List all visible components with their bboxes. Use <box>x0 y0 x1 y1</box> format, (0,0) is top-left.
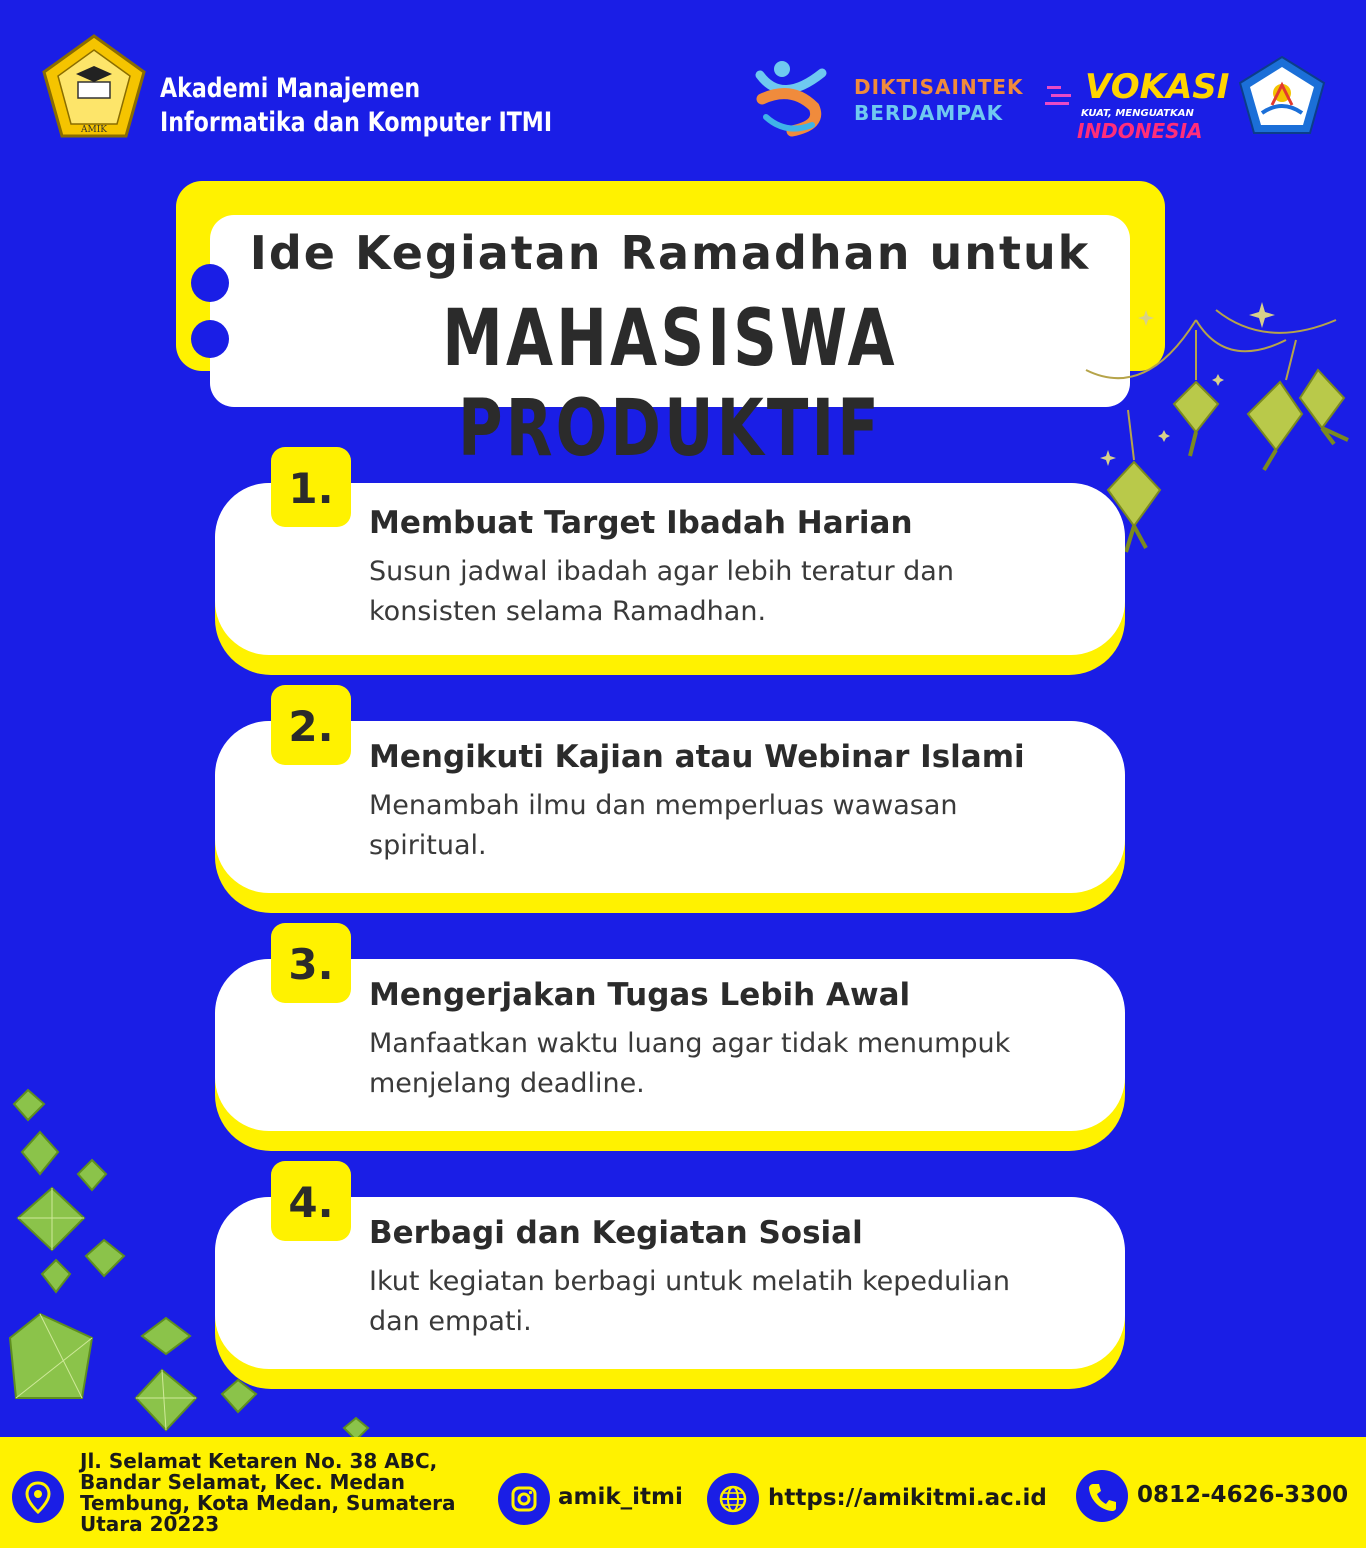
tut-wuri-handayani-logo <box>1236 55 1328 137</box>
item-number-badge: 4. <box>271 1161 351 1241</box>
diktisaintek-wordmark <box>854 74 1024 126</box>
item-number-badge: 1. <box>271 447 351 527</box>
title-line1: Ide Kegiatan Ramadhan untuk <box>249 226 1091 280</box>
item-description-line1: Menambah ilmu dan memperluas wawasan <box>369 790 958 821</box>
item-description <box>369 786 1069 866</box>
title-dot-bottom <box>191 320 229 358</box>
item-description-line1: Ikut kegiatan berbagi untuk melatih kepedulian <box>369 1266 1010 1297</box>
phone-icon[interactable] <box>1076 1470 1128 1522</box>
address-line4: Utara 20223 <box>80 1512 220 1536</box>
item-number-badge: 2. <box>271 685 351 765</box>
website-link[interactable]: https://amikitmi.ac.id <box>768 1485 1047 1511</box>
globe-icon[interactable] <box>707 1473 759 1525</box>
item-title: Membuat Target Ibadah Harian <box>369 505 913 541</box>
item-description <box>369 552 1069 632</box>
item-description-line2: spiritual. <box>369 830 487 861</box>
dikti-line2: BERDAMPAK <box>854 101 1004 125</box>
address-line2: Bandar Selamat, Kec. Medan <box>80 1470 406 1494</box>
address-line3: Tembung, Kota Medan, Sumatera <box>80 1491 456 1515</box>
location-pin-icon <box>12 1471 64 1523</box>
footer-address <box>80 1451 456 1535</box>
badge-text: AMIK <box>81 125 107 135</box>
institution-name-line2: Informatika dan Komputer ITMI <box>160 107 553 138</box>
diktisaintek-logo-icon <box>752 55 836 139</box>
dikti-line1: DIKTISAINTEK <box>854 75 1024 99</box>
institution-name <box>160 72 552 140</box>
title-line2: MAHASISWA PRODUKTIF <box>442 294 898 474</box>
vokasi-tagline: KUAT, MENGUATKAN <box>1081 108 1194 119</box>
institution-name-line1: Akademi Manajemen <box>160 73 421 104</box>
item-title: Berbagi dan Kegiatan Sosial <box>369 1215 863 1251</box>
vokasi-country: INDONESIA <box>1077 119 1203 143</box>
vokasi-word: VOKASI <box>1085 67 1230 107</box>
instagram-icon[interactable] <box>498 1473 550 1525</box>
item-description-line1: Susun jadwal ibadah agar lebih teratur dan <box>369 556 954 587</box>
item-number-badge: 3. <box>271 923 351 1003</box>
item-description-line2: konsisten selama Ramadhan. <box>369 596 767 627</box>
item-description <box>369 1262 1069 1342</box>
item-title: Mengerjakan Tugas Lebih Awal <box>369 977 911 1013</box>
item-description-line2: menjelang deadline. <box>369 1068 645 1099</box>
amik-itmi-logo <box>38 32 150 144</box>
item-description-line1: Manfaatkan waktu luang agar tidak menumpuk <box>369 1028 1011 1059</box>
hanging-ketupat-decoration <box>1086 290 1358 570</box>
item-description <box>369 1024 1069 1104</box>
item-title: Mengikuti Kajian atau Webinar Islami <box>369 739 1025 775</box>
phone-number[interactable]: 0812-4626-3300 <box>1137 1482 1349 1508</box>
item-description-line2: dan empati. <box>369 1306 532 1337</box>
address-line1: Jl. Selamat Ketaren No. 38 ABC, <box>80 1449 438 1473</box>
vokasi-logo <box>1045 62 1230 144</box>
instagram-handle[interactable]: amik_itmi <box>558 1484 683 1510</box>
